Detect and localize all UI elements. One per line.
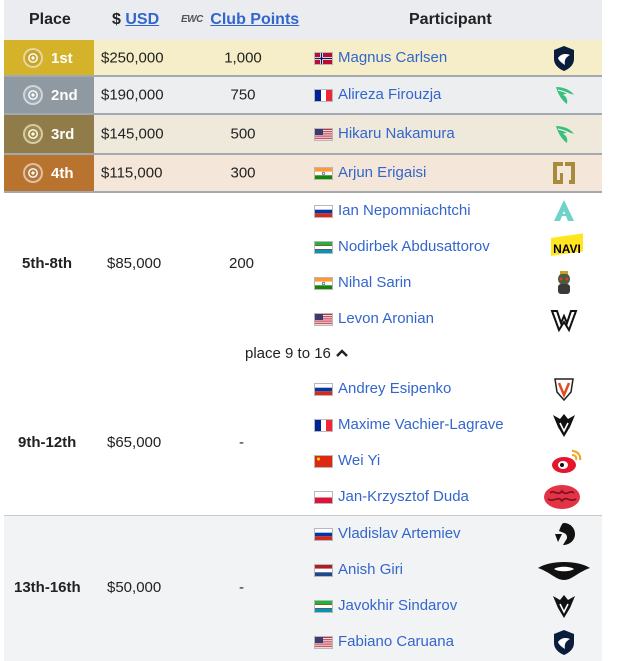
weibo-icon[interactable]: [550, 447, 584, 475]
table-row: [4, 114, 602, 154]
participant-name-link[interactable]: Andrey Esipenko: [338, 380, 452, 397]
header-usd: [112, 11, 159, 29]
participant-name-link[interactable]: Magnus Carlsen: [338, 49, 448, 66]
usd-value: $190,000: [101, 86, 164, 104]
usd-value: $85,000: [107, 255, 162, 272]
flag-netherlands-icon: [314, 564, 333, 577]
place-label: 4th: [51, 164, 74, 182]
table-row: [4, 40, 602, 76]
participant-name-link[interactable]: Javokhir Sindarov: [338, 597, 458, 614]
flag-usa-icon: [314, 636, 333, 649]
participant-name-link[interactable]: Nodirbek Abdusattorov: [338, 238, 490, 255]
participant-name-link[interactable]: Ian Nepomniachtchi: [338, 202, 471, 219]
club-points-link[interactable]: Club Points: [210, 11, 300, 28]
points-value: -: [239, 434, 244, 451]
medal-icon: [23, 124, 43, 144]
participant-name-link[interactable]: Wei Yi: [338, 452, 381, 469]
header-participant: Participant: [409, 11, 492, 28]
flag-china-icon: [314, 455, 333, 468]
ewc-logo: EWC: [181, 14, 203, 25]
participant-name-link[interactable]: Vladislav Artemiev: [338, 525, 461, 542]
medal-icon: [23, 85, 43, 105]
table-header: [4, 0, 602, 40]
participant-name-link[interactable]: Levon Aronian: [338, 310, 434, 327]
flag-uzbekistan-icon: [314, 600, 333, 613]
points-value: 200: [229, 255, 255, 272]
vitality-icon[interactable]: [550, 411, 578, 439]
place-label: 2nd: [51, 86, 78, 104]
flag-india-icon: [314, 277, 333, 290]
chevron-up-icon: [335, 345, 349, 362]
place-cell: [4, 154, 94, 192]
participant-name-link[interactable]: Anish Giri: [338, 561, 404, 578]
points-value: 300: [230, 164, 256, 182]
medal-icon: [23, 48, 43, 68]
place-cell: [4, 76, 94, 114]
flag-russia-icon: [314, 205, 333, 218]
row-divider: [4, 153, 602, 155]
participant-name-link[interactable]: Hikaru Nakamura: [338, 125, 455, 142]
participant-name-link[interactable]: Fabiano Caruana: [338, 633, 454, 650]
flag-russia-icon: [314, 383, 333, 396]
team-liquid-icon[interactable]: [550, 44, 578, 72]
team-w-icon[interactable]: [550, 305, 578, 333]
place-label: 1st: [51, 49, 73, 67]
team-secret-icon[interactable]: [536, 556, 592, 584]
usd-value: $250,000: [101, 49, 164, 67]
navi-icon[interactable]: [550, 233, 584, 261]
place-label: 3rd: [51, 125, 75, 143]
medal-icon: [23, 163, 43, 183]
flag-usa-icon: [314, 128, 333, 141]
usd-link[interactable]: USD: [125, 11, 160, 28]
flag-poland-icon: [314, 491, 333, 504]
participant-name-link[interactable]: Arjun Erigaisi: [338, 164, 427, 181]
flag-india-icon: [314, 167, 333, 180]
flag-usa-icon: [314, 313, 333, 326]
place-cell: [4, 40, 94, 76]
table-row: [4, 154, 602, 192]
flag-france-icon: [314, 89, 333, 102]
toggle-label: place 9 to 16: [245, 345, 331, 362]
team-liquid-icon[interactable]: [550, 628, 578, 656]
usd-value: $65,000: [107, 434, 162, 451]
points-value: 500: [230, 125, 256, 143]
svg-text:NAVI: NAVI: [553, 242, 581, 256]
flag-france-icon: [314, 419, 333, 432]
points-value: 1,000: [224, 49, 262, 67]
table-row-group: [4, 193, 602, 337]
virtus-pro-icon[interactable]: [550, 375, 578, 403]
flag-norway-icon: [314, 52, 333, 65]
team-mascot-icon[interactable]: [550, 269, 578, 297]
place-label: 5th-8th: [22, 255, 72, 272]
points-value: 750: [230, 86, 256, 104]
show-places-toggle[interactable]: [245, 345, 349, 362]
place-label: 9th-12th: [18, 434, 77, 451]
gen-g-icon[interactable]: [550, 159, 578, 187]
usd-value: $50,000: [107, 579, 162, 596]
points-value: -: [239, 579, 244, 596]
aurora-icon[interactable]: [550, 197, 578, 225]
flag-russia-icon: [314, 528, 333, 541]
flag-uzbekistan-icon: [314, 241, 333, 254]
prize-pool-table: [4, 0, 602, 661]
usd-value: $115,000: [101, 164, 163, 182]
table-row: [4, 76, 602, 114]
row-divider: [4, 75, 602, 77]
participant-name-link[interactable]: Nihal Sarin: [338, 274, 412, 291]
usd-value: $145,000: [101, 125, 164, 143]
header-club-points: [181, 11, 299, 29]
place-label: 13th-16th: [14, 579, 81, 596]
participant-name-link[interactable]: Maxime Vachier-Lagrave: [338, 416, 504, 433]
participant-name-link[interactable]: Alireza Firouzja: [338, 86, 442, 103]
participant-name-link[interactable]: Jan-Krzysztof Duda: [338, 488, 469, 505]
header-usd-prefix: $: [112, 11, 121, 28]
team-falcons-icon[interactable]: [550, 81, 578, 109]
header-place: Place: [29, 11, 71, 28]
team-falcons-icon[interactable]: [550, 120, 578, 148]
place-cell: [4, 114, 94, 154]
row-divider: [4, 113, 602, 115]
team-spirit-icon[interactable]: [550, 520, 578, 548]
vitality-icon[interactable]: [550, 592, 578, 620]
table-row-group: [4, 516, 602, 661]
table-row-group: [4, 371, 602, 515]
brain-team-icon[interactable]: [542, 483, 582, 511]
